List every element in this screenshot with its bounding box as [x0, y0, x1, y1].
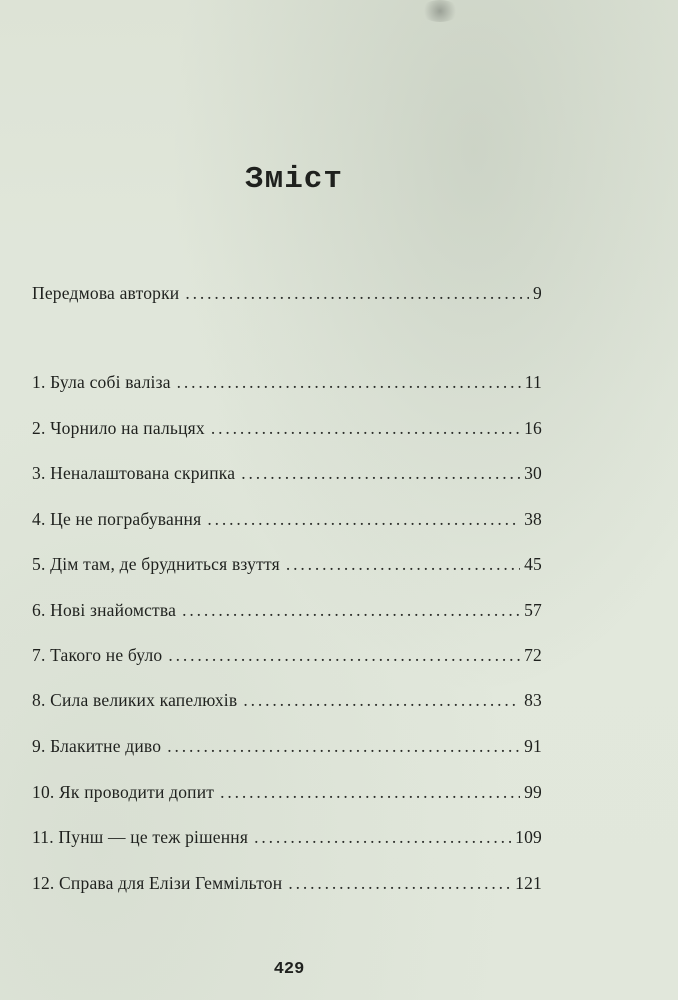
toc-entry-label: 6. Нові знайомства	[32, 600, 177, 620]
toc-entry-chapter-2	[32, 418, 542, 442]
toc-entry-chapter-3	[32, 463, 542, 487]
toc-entry-page: 91	[524, 736, 542, 756]
page-number: 429	[273, 960, 305, 979]
toc-entry-page: 83	[524, 690, 542, 710]
toc-entry-label: Передмова авторки	[32, 283, 180, 303]
toc-entry-page: 38	[524, 509, 542, 529]
toc-entry-page: 109	[515, 827, 542, 847]
toc-entry-label: 2. Чорнило на пальцях	[32, 418, 205, 438]
toc-entry-chapter-1	[32, 372, 542, 396]
toc-entry-page: 99	[524, 782, 542, 802]
toc-entry-label: 9. Блакитне диво	[32, 736, 162, 756]
toc-entry-page: 45	[524, 554, 542, 574]
toc-entry-chapter-7	[32, 645, 542, 669]
toc-entry-chapter-12	[32, 873, 542, 897]
toc-entry-label: 11. Пунш — це теж рішення	[32, 827, 249, 847]
dot-leader	[288, 873, 511, 894]
dot-leader	[185, 283, 529, 304]
dot-leader	[168, 645, 520, 666]
dot-leader	[182, 600, 520, 621]
dot-leader	[220, 782, 520, 803]
toc-entry-chapter-10	[32, 782, 542, 806]
toc-entry-page: 121	[515, 873, 542, 893]
toc-entry-chapter-9	[32, 736, 542, 760]
toc-entry-label: 10. Як проводити допит	[32, 782, 215, 802]
dot-leader	[207, 509, 520, 530]
dot-leader	[177, 372, 521, 393]
dot-leader	[211, 418, 520, 439]
page-title: Зміст	[244, 162, 343, 197]
dot-leader	[241, 463, 520, 484]
toc-entry-page: 16	[524, 418, 542, 438]
toc-entry-label: 12. Справа для Елізи Геммільтон	[32, 873, 283, 893]
toc-entry-chapter-4	[32, 509, 542, 533]
toc-entry-chapter-11	[32, 827, 542, 851]
toc-entry-chapter-5	[32, 554, 542, 578]
toc-entry-label: 8. Сила великих капелюхів	[32, 690, 238, 710]
toc-entry-chapter-6	[32, 600, 542, 624]
toc-entry-page: 11	[524, 372, 542, 392]
dot-leader	[254, 827, 511, 848]
toc-entry-label: 4. Це не пограбування	[32, 509, 202, 529]
dot-leader	[243, 690, 520, 711]
toc-entry-page: 9	[533, 283, 542, 303]
toc-entry-page: 30	[524, 463, 542, 483]
toc-entry-page: 57	[524, 600, 542, 620]
toc-entry-label: 7. Такого не було	[32, 645, 163, 665]
toc-entry-label: 5. Дім там, де брудниться взуття	[32, 554, 280, 574]
toc-entry-label: 3. Неналаштована скрипка	[32, 463, 236, 483]
toc-entry-page: 72	[524, 645, 542, 665]
toc-entry-preface	[32, 283, 542, 307]
dot-leader	[167, 736, 520, 757]
dot-leader	[286, 554, 520, 575]
toc-entry-label: 1. Була собі валіза	[32, 372, 171, 392]
toc-entry-chapter-8	[32, 690, 542, 714]
